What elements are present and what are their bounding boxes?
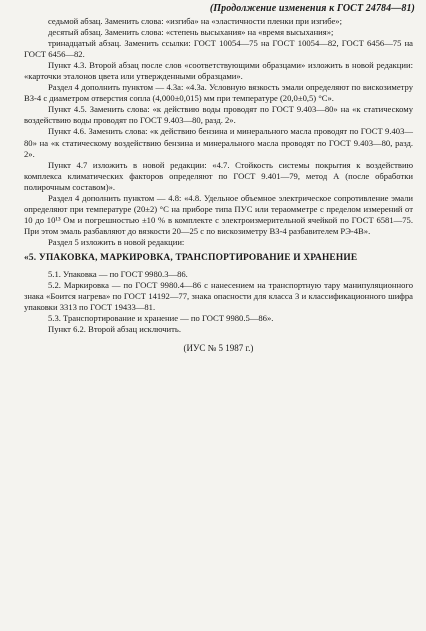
paragraph: 5.1. Упаковка — по ГОСТ 9980.3—86. — [48, 269, 188, 280]
paragraph: Пункт 4.3. Второй абзац после слов «соответствующими образцами» изложить в новой редакции: «карточки эталонов цвета или утвержденными образцами». — [24, 60, 413, 82]
paragraph: Раздел 5 изложить в новой редакции: — [48, 236, 185, 247]
paragraph: Пункт 4.6. Заменить слова: «к действию бензина и минерального масла проводят по ГОСТ 9.403—80» на «к статическому воздействию бензина и минерального масла проводят по ГОСТ 9.403—80, разд. 2». — [24, 126, 413, 159]
paragraph: 5.3. Транспортирование и хранение — по ГОСТ 9980.5—86». — [48, 313, 274, 324]
paragraph: Пункт 6.2. Второй абзац исключить. — [48, 324, 181, 335]
section-heading: «5. УПАКОВКА, МАРКИРОВКА, ТРАНСПОРТИРОВАНИЕ И ХРАНЕНИЕ — [24, 252, 358, 263]
paragraph: тринадцатый абзац. Заменить ссылки: ГОСТ 10054—75 на ГОСТ 10054—82, ГОСТ 6456—75 на ГОСТ 6456—82. — [24, 38, 413, 60]
paragraph: десятый абзац. Заменить слова: «степень высыхания» на «время высыхания»; — [48, 27, 334, 38]
running-header: (Продолжение изменения к ГОСТ 24784—81) — [209, 3, 415, 14]
paragraph: седьмой абзац. Заменить слова: «изгиба» на «эластичности пленки при изгибе»; — [48, 16, 342, 26]
source-note: (ИУС № 5 1987 г.) — [183, 343, 254, 354]
paragraph: Пункт 4.7 изложить в новой редакции: «4.7. Стойкость системы покрытия к воздействию комплекса климатических факторов определяют по ГОСТ 9.401—79, метод А (после обработки полирочным составом)». — [24, 159, 413, 192]
paragraph: Раздел 4 дополнить пунктом — 4.3а: «4.3а. Условную вязкость эмали определяют по вискозиметру ВЗ-4 с диаметром отверстия сопла (4,000±0,015) мм при температуре (20,0±0,5) °С». — [24, 82, 413, 104]
paragraph: 5.2. Маркировка — по ГОСТ 9980.4—86 с нанесением на транспортную тару манипуляционного знака «Боится нагрева» по ГОСТ 14192—77, знака опасности для класса 3 и классификационного шифра упаковки 3313 по ГОСТ 19433—81. — [24, 280, 413, 313]
document-body — [24, 16, 413, 354]
paragraph: Пункт 4.5. Заменить слова: «к действию воды проводят по ГОСТ 9.403—80» на «к статическому воздействию воды проводят по ГОСТ 9.403—80, разд. 2». — [24, 104, 413, 126]
paragraph: Раздел 4 дополнить пунктом — 4.8: «4.8. Удельное объемное электрическое сопротивление эмали определяют при температуре (20±2) °С на приборе типа ПУС или тераомметре с пределом измерений от 10 до 10¹³ Ом и погрешностью ±10 % в комплекте с электроизмерительной ячейкой по ГОСТ 6581—75. При этом эмаль разбавляют до вязкости 20—25 с по вискозиметру ВЗ-4 разбавителем РЭ-4В». — [24, 192, 413, 236]
